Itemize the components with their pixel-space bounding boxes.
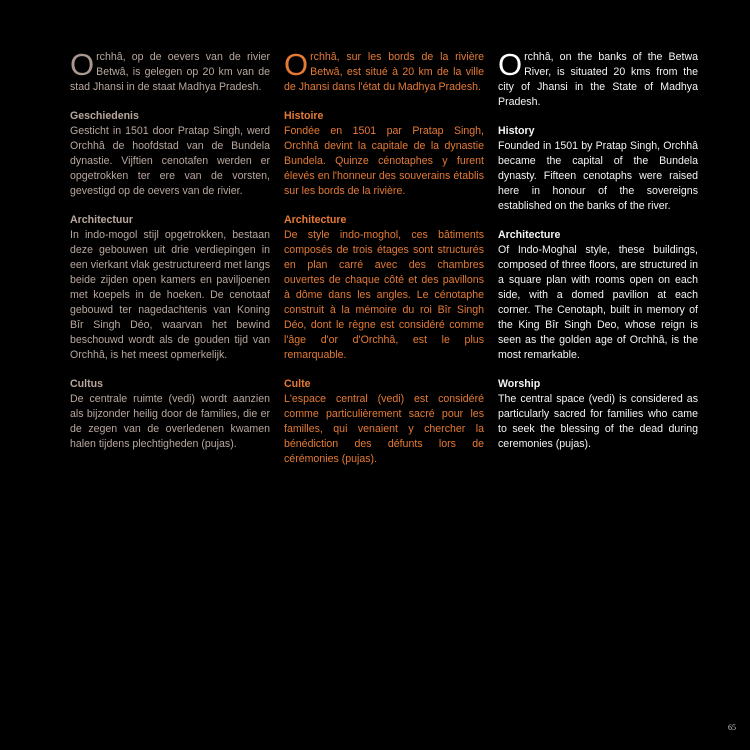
- section-worship: [284, 377, 484, 467]
- section-heading: Worship: [498, 378, 541, 390]
- drop-cap: O: [70, 47, 95, 82]
- section-heading: Culte: [284, 378, 311, 390]
- section-heading: Cultus: [70, 378, 103, 390]
- section-heading: Geschiedenis: [70, 110, 139, 122]
- column-dutch: [70, 47, 270, 466]
- drop-cap: O: [284, 47, 309, 82]
- section-text: The central space (vedi) is considered as particularly sacred for families who came to seek the blessing of the dead during ceremonies (pujas).: [498, 393, 698, 450]
- intro-text: rchhâ, op de oevers van de rivier Betwâ, is gelegen op 20 km van de stad Jhansi in de staat Madhya Pradesh.: [70, 51, 270, 93]
- section-history: [284, 109, 484, 199]
- section-history: [498, 124, 698, 214]
- section-heading: Histoire: [284, 110, 324, 122]
- section-architecture: [498, 228, 698, 363]
- section-worship: [70, 377, 270, 452]
- section-text: Gesticht in 1501 door Pratap Singh, werd Orchhâ de hoofdstad van de Bundela dynastie. Vijftien cenotafen werden er opgetrokken ter ere van de vorsten, gevestigd op de oevers van de rivier.: [70, 125, 270, 197]
- section-text: In indo-mogol stijl opgetrokken, bestaan deze gebouwen uit drie verdiepingen in een vierkant vlak gestructureerd met langs beide zijden open kamers en paviljoenen met koepels in de hoeken. De cenotaaf gebouwd ter nagedachtenis van Koning Bîr Singh Déo, waarvan het bewind beschouwd wordt als de gouden tijd van Orchhâ, is het meest opmerkelijk.: [70, 229, 270, 361]
- section-text: Fondée en 1501 par Pratap Singh, Orchhâ devint la capitale de la dynastie Bundela. Quinze cénotaphes y furent élevés en l'honneur des souverains établis sur les bords de la rivière.: [284, 125, 484, 197]
- intro-text: rchhâ, sur les bords de la rivière Betwâ, est situé à 20 km de la ville de Jhansi dans l'état du Madhya Pradesh.: [284, 51, 484, 93]
- section-heading: Architecture: [498, 229, 561, 241]
- page-number: 65: [728, 723, 736, 732]
- section-heading: Architectuur: [70, 214, 133, 226]
- section-text: Founded in 1501 by Pratap Singh, Orchhâ became the capital of the Bundela dynasty. Fifteen cenotaphs were raised here in honour of the sovereigns established on the banks of the river.: [498, 140, 698, 212]
- intro-text: rchhâ, on the banks of the Betwa River, is situated 20 kms from the city of Jhansi in the State of Madhya Pradesh.: [498, 51, 698, 108]
- section-text: De centrale ruimte (vedi) wordt aanzien als bijzonder heilig door de families, die er de zegen van de overledenen kwamen halen tijdens plechtigheden (pujas).: [70, 393, 270, 450]
- section-heading: History: [498, 125, 535, 137]
- section-architecture: [70, 213, 270, 363]
- section-architecture: [284, 213, 484, 363]
- section-heading: Architecture: [284, 214, 347, 226]
- section-history: [70, 109, 270, 199]
- column-english: [498, 47, 698, 466]
- section-worship: [498, 377, 698, 452]
- section-text: L'espace central (vedi) est considéré comme particulièrement sacré pour les familles, qui venaient y chercher la bénédiction des défunts lors de cérémonies (pujas).: [284, 393, 484, 465]
- intro-paragraph: [498, 47, 698, 110]
- intro-paragraph: [70, 47, 270, 95]
- section-text: De style indo-moghol, ces bâtiments composés de trois étages sont structurés en plan carré avec des chambres ouvertes de chaque côté et des pavillons à dôme dans les angles. Le cénotaphe construit à la mémoire du roi Bîr Singh Déo, dont le règne est considéré comme l'âge d'or d'Orchhâ, est le plus remarquable.: [284, 229, 484, 361]
- column-french: [284, 47, 484, 481]
- drop-cap: O: [498, 47, 523, 82]
- intro-paragraph: [284, 47, 484, 95]
- section-text: Of Indo-Moghal style, these buildings, composed of three floors, are structured in a square plan with rooms open on each side, with a domed pavilion at each corner. The Cenotaph, built in memory of the King Bîr Singh Deo, whose reign is seen as the golden age of Orchhâ, is the most remarkable.: [498, 244, 698, 361]
